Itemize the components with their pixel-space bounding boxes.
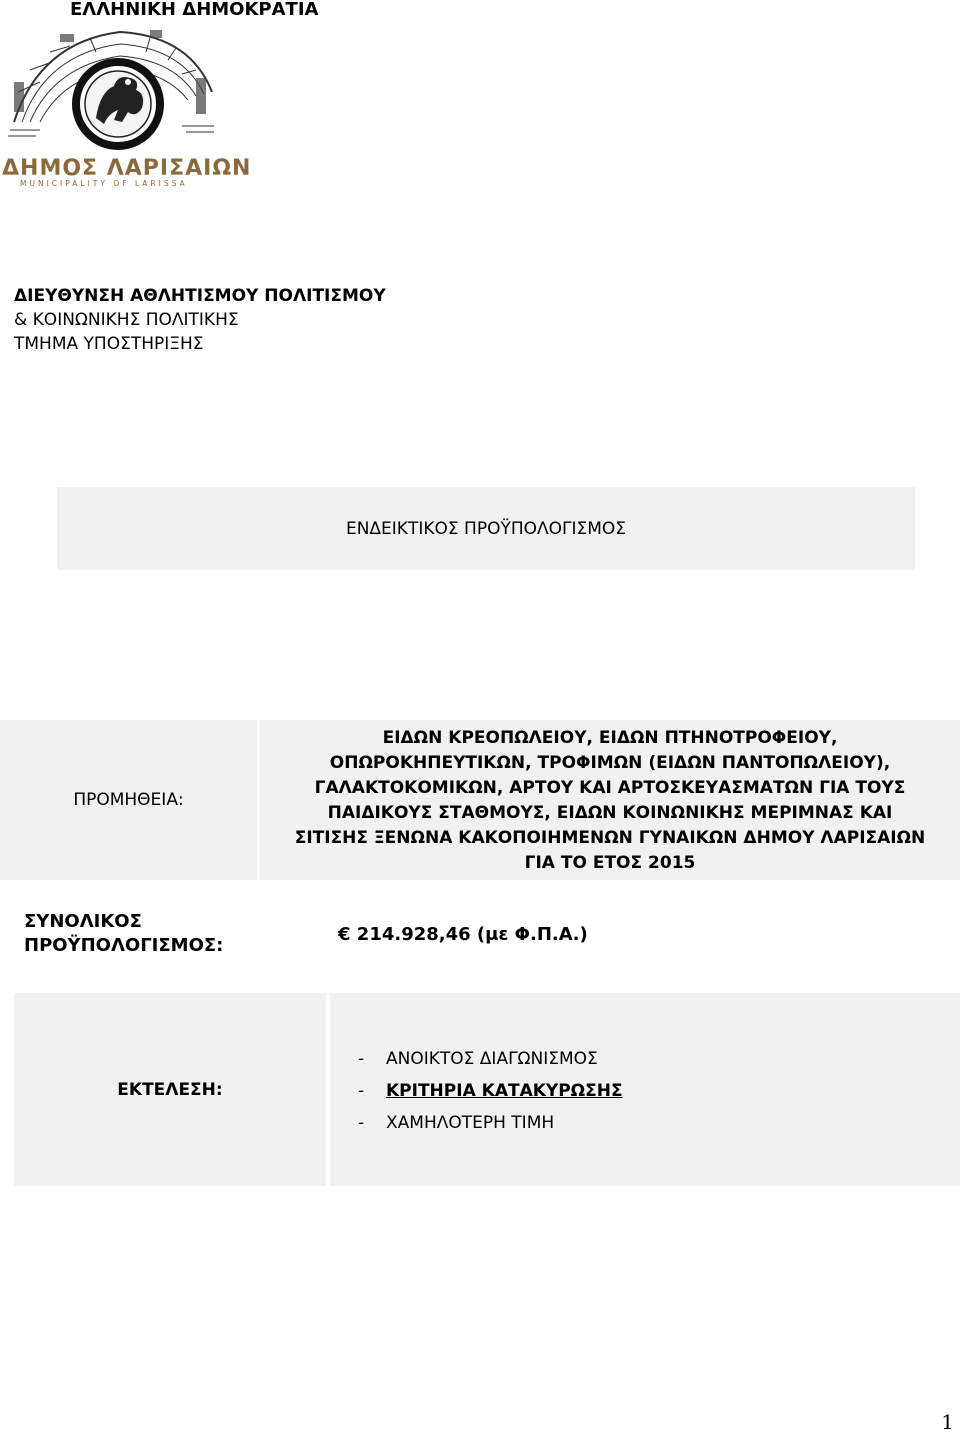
execution-label-cell <box>14 993 326 1186</box>
supply-line: ΓΑΛΑΚΤΟΚΟΜΙΚΩΝ, ΑΡΤΟΥ ΚΑΙ ΑΡΤΟΣΚΕΥΑΣΜΑΤΩΝ ΓΙΑ ΤΟΥΣ <box>314 778 906 798</box>
total-label-line-2: ΠΡΟΫΠΟΛΟΓΙΣΜΟΣ: <box>24 935 224 956</box>
execution-label: ΕΚΤΕΛΕΣΗ: <box>117 1079 223 1100</box>
total-budget-amount: € 214.928,46 (με Φ.Π.Α.) <box>338 924 588 945</box>
department-block <box>14 284 386 356</box>
department-line-1: ΔΙΕΥΘΥΝΣΗ ΑΘΛΗΤΙΣΜΟΥ ΠΟΛΙΤΙΣΜΟΥ <box>14 286 386 306</box>
execution-item <box>358 1043 960 1075</box>
execution-item-text: ΚΡΙΤΗΡΙΑ ΚΑΤΑΚΥΡΩΣΗΣ <box>386 1081 623 1101</box>
bullet-dash: - <box>358 1081 365 1101</box>
supply-line: ΣΙΤΙΣΗΣ ΞΕΝΩΝΑ ΚΑΚΟΠΟΙΗΜΕΝΩΝ ΓΥΝΑΙΚΩΝ ΔΗΜΟΥ ΛΑΡΙΣΑΙΩΝ <box>294 828 926 848</box>
page-number: 1 <box>941 1410 954 1434</box>
total-label-line-1: ΣΥΝΟΛΙΚΟΣ <box>24 911 142 932</box>
estimate-title-box <box>57 487 915 570</box>
department-line-2: & ΚΟΙΝΩΝΙΚΗΣ ΠΟΛΙΤΙΚΗΣ <box>14 310 239 330</box>
supply-label: ΠΡΟΜΗΘΕΙΑ: <box>73 790 184 810</box>
supply-line: ΕΙΔΩΝ ΚΡΕΟΠΩΛΕΙΟΥ, ΕΙΔΩΝ ΠΤΗΝΟΤΡΟΦΕΙΟΥ, <box>382 728 838 748</box>
supply-line: ΟΠΩΡΟΚΗΠΕΥΤΙΚΩΝ, ΤΡΟΦΙΜΩΝ (ΕΙΔΩΝ ΠΑΝΤΟΠΩΛΕΙΟΥ), <box>329 753 891 773</box>
execution-item-text: ΧΑΜΗΛΟΤΕΡΗ ΤΙΜΗ <box>386 1113 555 1133</box>
execution-list <box>330 993 960 1186</box>
department-line-3: ΤΜΗΜΑ ΥΠΟΣΤΗΡΙΞΗΣ <box>14 334 204 354</box>
supply-line: ΠΑΙΔΙΚΟΥΣ ΣΤΑΘΜΟΥΣ, ΕΙΔΩΝ ΚΟΙΝΩΝΙΚΗΣ ΜΕΡΙΜΝΑΣ ΚΑΙ <box>327 803 893 823</box>
logo-subtitle: MUNICIPALITY OF LARISSA <box>20 179 188 188</box>
execution-item <box>358 1107 960 1139</box>
logo-wordmark: ΔΗΜΟΣ ΛΑΡΙΣΑΙΩΝ <box>2 156 252 181</box>
bullet-dash: - <box>358 1049 365 1069</box>
supply-label-cell <box>0 720 257 880</box>
supply-description-cell <box>260 720 960 880</box>
total-budget-label <box>24 910 223 958</box>
estimate-title: ΕΝΔΕΙΚΤΙΚΟΣ ΠΡΟΫΠΟΛΟΓΙΣΜΟΣ <box>345 518 627 539</box>
bullet-dash: - <box>358 1113 365 1133</box>
supply-table <box>0 720 960 880</box>
execution-item <box>358 1075 960 1107</box>
republic-title: ΕΛΛΗΝΙΚΗ ΔΗΜΟΚΡΑΤΙΑ <box>70 0 319 20</box>
municipality-logo <box>0 22 252 188</box>
execution-item-text: ΑΝΟΙΚΤΟΣ ΔΙΑΓΩΝΙΣΜΟΣ <box>386 1049 598 1069</box>
execution-table <box>14 993 960 1186</box>
supply-line: ΓΙΑ ΤΟ ΕΤΟΣ 2015 <box>524 853 696 873</box>
